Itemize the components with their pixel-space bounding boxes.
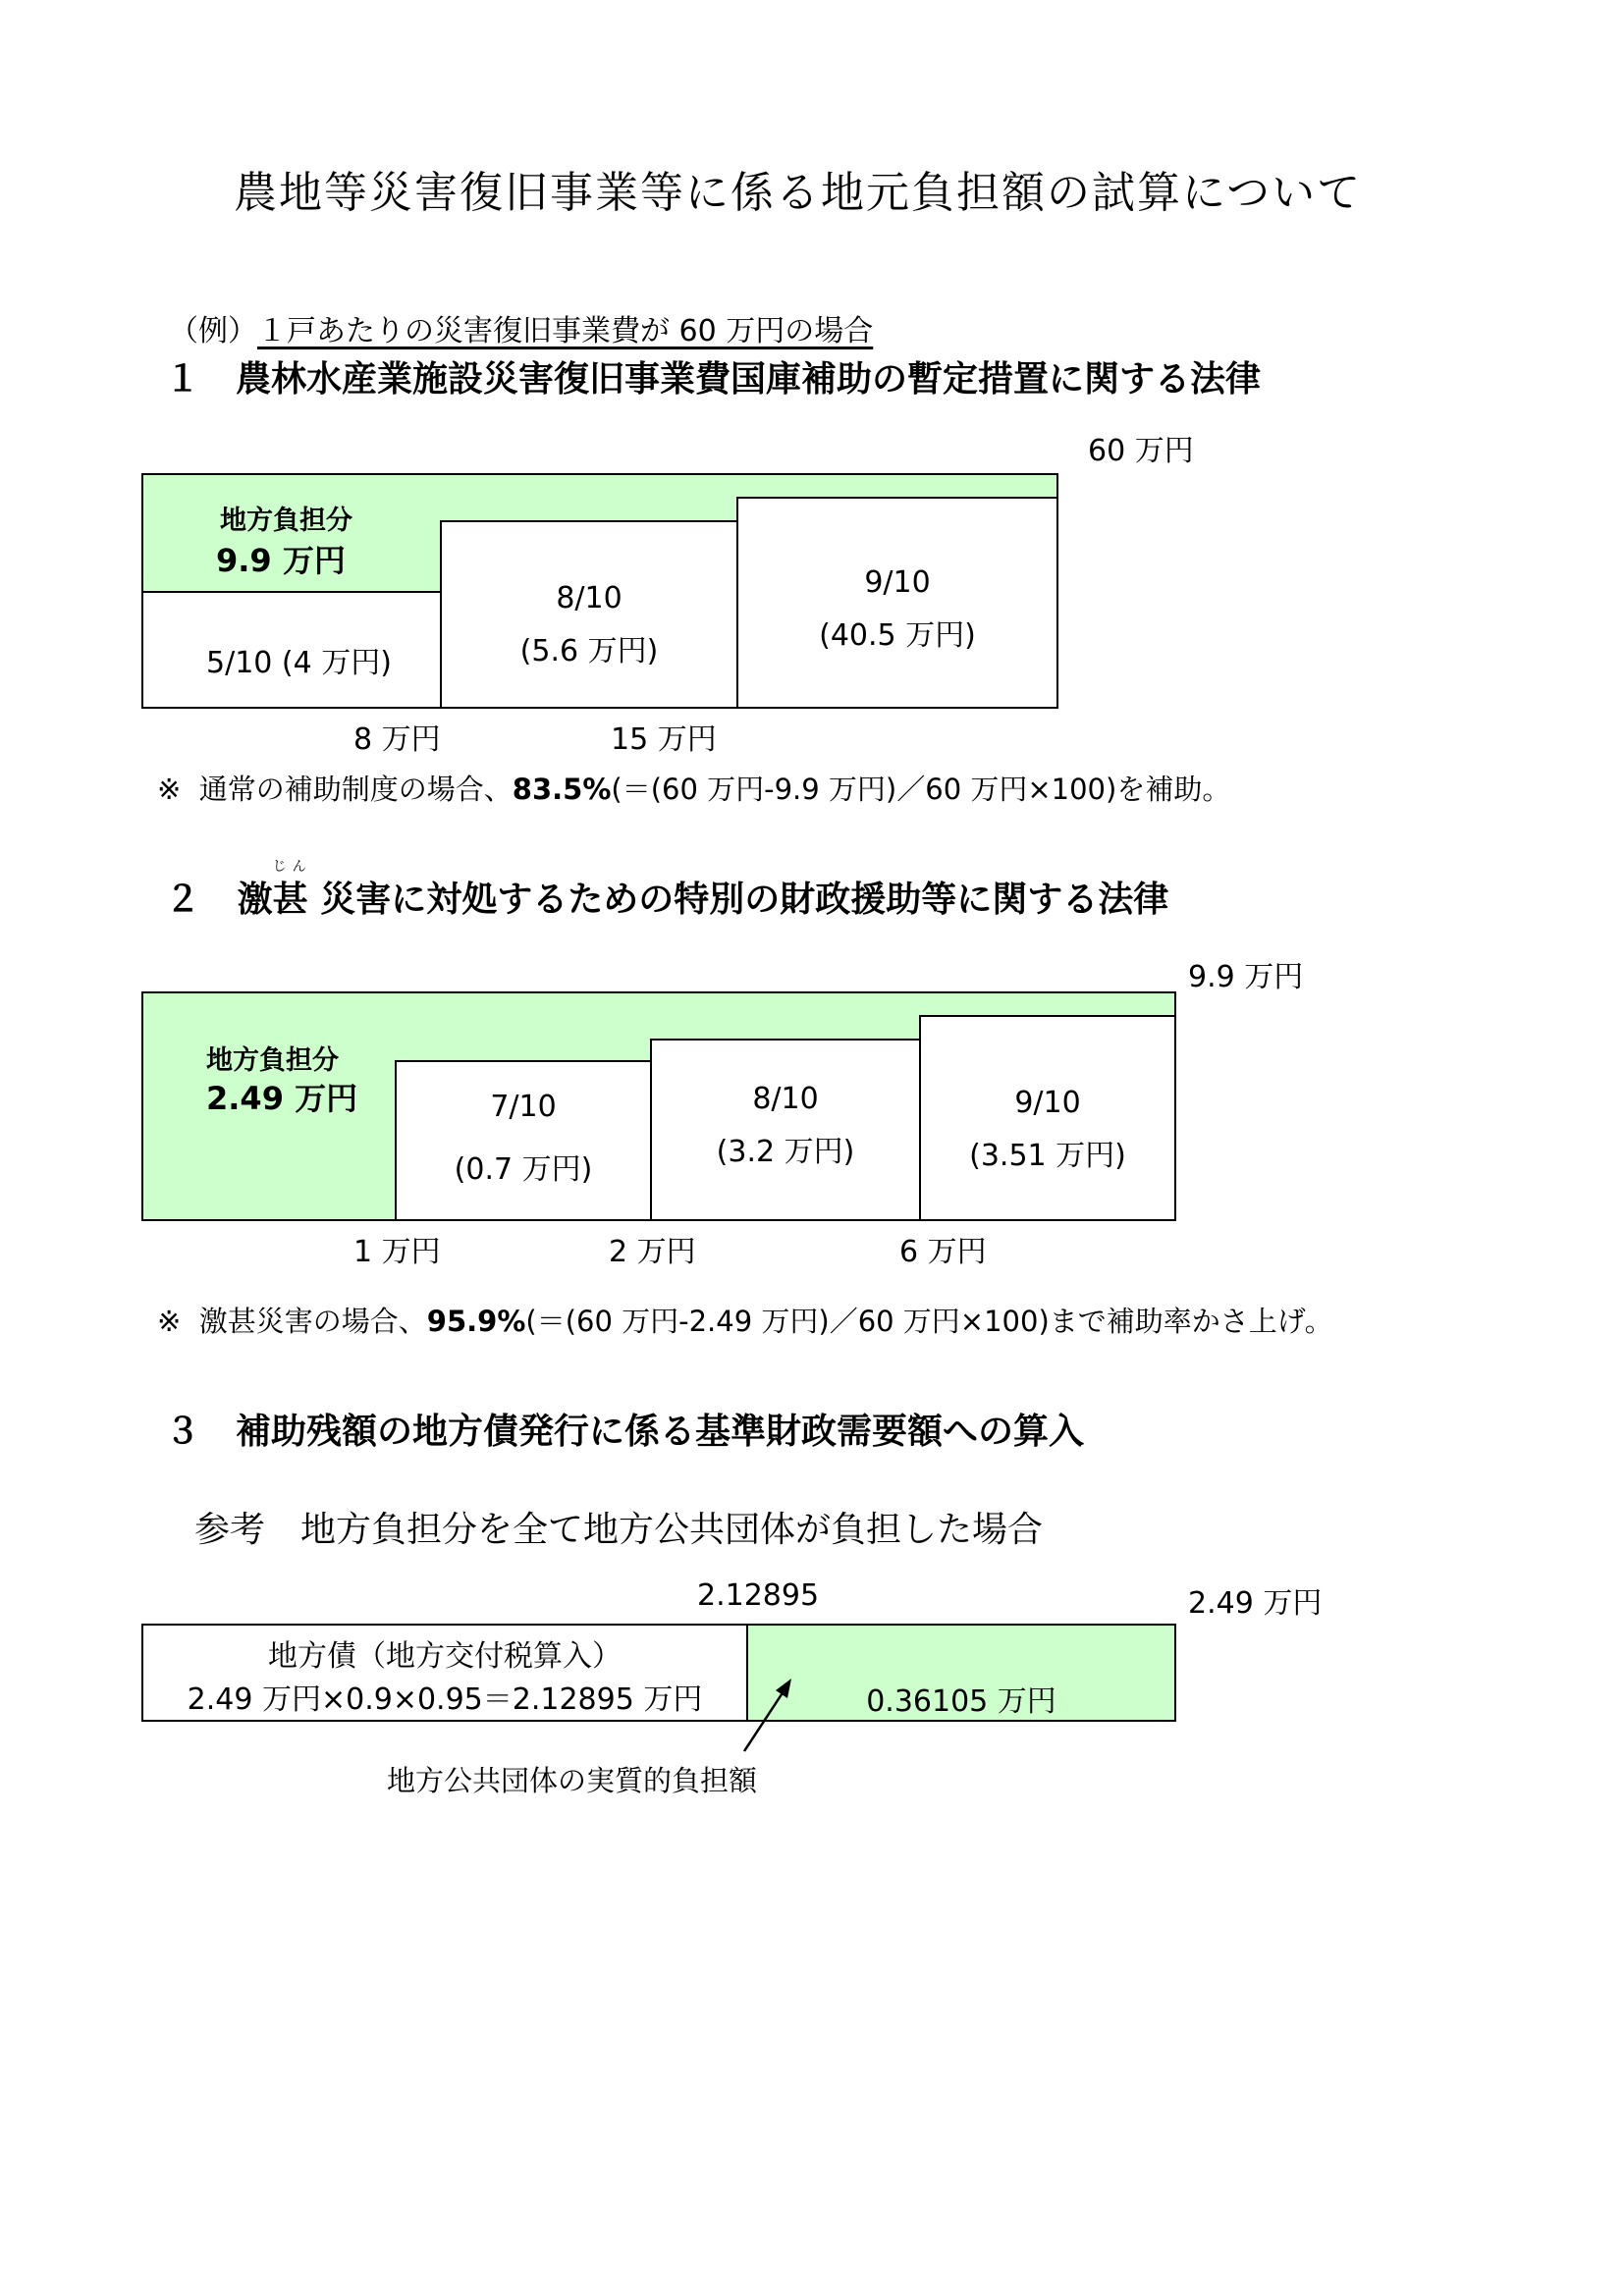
section2-local-share-value: 2.49 万円	[206, 1080, 358, 1117]
section2-note-post: (＝(60 万円-2.49 万円)／60 万円×100)まで補助率かさ上げ。	[525, 1305, 1333, 1338]
section2-tier-1-rate: 7/10	[490, 1090, 557, 1124]
section1-tier-2-rate: 8/10	[556, 581, 623, 615]
section2-breakpoint-2: 2 万円	[609, 1235, 696, 1269]
page-title: 農地等災害復旧事業等に係る地元負担額の試算について	[234, 168, 1363, 218]
example-text: １戸あたりの災害復旧事業費が 60 万円の場合	[257, 314, 874, 348]
section3-bond-title: 地方債（地方交付税算入）	[268, 1639, 622, 1674]
section2-heading-rest: 災害に対処するための特別の財政援助等に関する法律	[320, 880, 1169, 920]
section2-tier-3-rate: 9/10	[1014, 1086, 1081, 1120]
section1-note-rate: 83.5%	[512, 773, 612, 806]
section1-total-label: 60 万円	[1088, 434, 1194, 468]
arrow-icon	[727, 1669, 805, 1767]
section2-heading	[165, 859, 1169, 922]
example-line	[169, 306, 873, 349]
section1-breakpoint-2: 15 万円	[611, 722, 717, 757]
section1-note-post: (＝(60 万円-9.9 万円)／60 万円×100)を補助。	[611, 773, 1231, 806]
section3-heading: ３ 補助残額の地方債発行に係る基準財政需要額への算入	[165, 1412, 1085, 1452]
section1-tier-3-rate: 9/10	[864, 565, 931, 600]
section1-tier-2-amount: (5.6 万円)	[519, 634, 659, 668]
section3-split-label: 2.12895	[697, 1578, 820, 1613]
section1-tier-3-amount: (40.5 万円)	[819, 618, 976, 653]
section2-breakpoint-3: 6 万円	[899, 1235, 987, 1269]
section2-note	[157, 1300, 1333, 1340]
section2-breakpoint-1: 1 万円	[353, 1235, 441, 1269]
section2-heading-num: ２	[165, 880, 201, 920]
section2-tier-2-rate: 8/10	[752, 1082, 819, 1116]
section1-tier-1-rate: 5/10	[206, 646, 273, 680]
section2-total-label: 9.9 万円	[1188, 960, 1304, 994]
section3-total-label: 2.49 万円	[1188, 1586, 1323, 1621]
section3-remainder: 0.36105 万円	[866, 1684, 1056, 1719]
section3-arrow-label: 地方公共団体の実質的負担額	[387, 1764, 758, 1797]
section1-tier-1-label	[206, 638, 392, 681]
section2-ruby-2: ん	[292, 859, 306, 875]
section2-tier-1	[395, 1060, 652, 1221]
section2-note-pre: 激甚災害の場合、	[198, 1305, 427, 1338]
section1-note-pre: 通常の補助制度の場合、	[198, 773, 513, 806]
section2-tier-2-amount: (3.2 万円)	[716, 1135, 855, 1169]
section2-heading-kanji1: 激	[237, 880, 273, 920]
section2-local-share-title: 地方負担分	[206, 1045, 339, 1076]
section2-tier-3-amount: (3.51 万円)	[969, 1139, 1126, 1173]
section2-note-mark: ※	[157, 1305, 182, 1338]
section1-local-share-value: 9.9 万円	[216, 542, 346, 579]
section1-note	[157, 768, 1230, 808]
section3-reference: 参考 地方負担分を全て地方公共団体が負担した場合	[194, 1510, 1044, 1550]
section2-note-rate: 95.9%	[426, 1305, 526, 1338]
section3-bond-formula: 2.49 万円×0.9×0.95＝2.12895 万円	[187, 1682, 703, 1717]
section1-heading: １ 農林水産業施設災害復旧事業費国庫補助の暫定措置に関する法律	[165, 359, 1262, 400]
section2-heading-kanji2: 甚	[272, 880, 308, 920]
section2-ruby-1: じ	[272, 859, 287, 875]
section2-heading-kanji2-wrap	[272, 859, 308, 922]
section1-tier-3	[736, 497, 1058, 709]
section2-tier-1-amount: (0.7 万円)	[454, 1152, 593, 1187]
section1-tier-1-amount: (4 万円)	[281, 646, 392, 680]
section1-local-share-title: 地方負担分	[220, 506, 352, 536]
section1-note-mark: ※	[157, 773, 182, 806]
section1-breakpoint-1: 8 万円	[353, 722, 441, 757]
example-prefix: （例）	[169, 314, 257, 348]
